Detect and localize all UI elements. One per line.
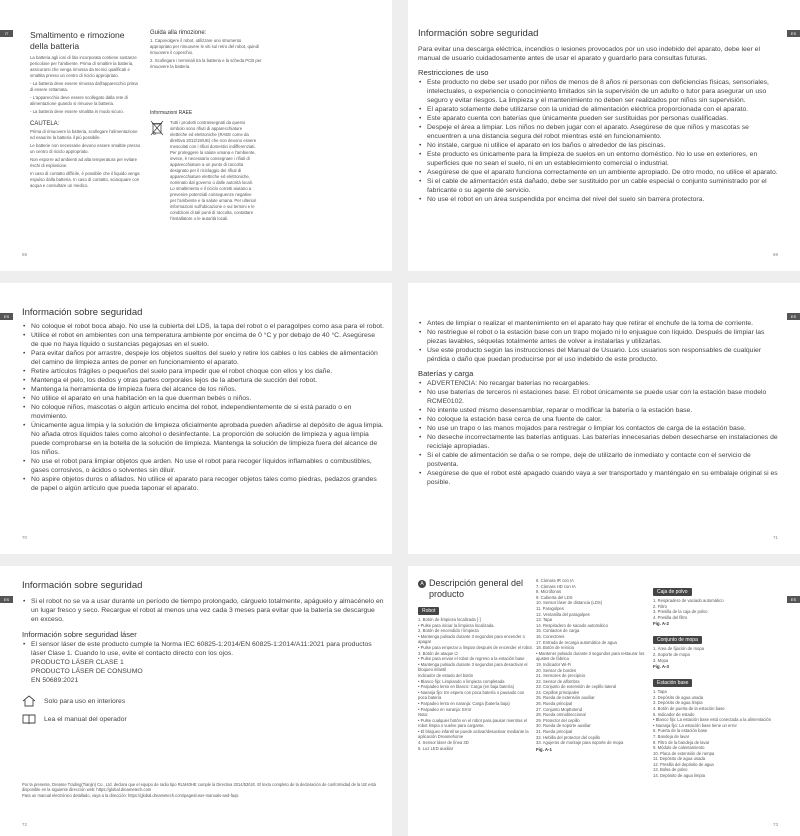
part-line: 26. Rueda principal [536, 701, 573, 707]
part-line: 4. Botón de puerta de la estación base [653, 705, 725, 711]
part-line: • Parpadeo lento en blanco: Carga (en baja batería) [418, 684, 514, 690]
list-item: • No deseche incorrectamente las baterías antiguas. Las baterías innecesarias deben desecharse en instalaciones de reciclaje apropiadas. [418, 433, 780, 451]
part-line: 5. Indicador de estado [653, 711, 695, 717]
part-line: 3. Depósito de agua limpia [653, 700, 703, 706]
mop-assembly-label: Conjunto de mopa [653, 636, 702, 644]
wheelie-bin-icon [150, 120, 164, 136]
list-item: • No coloque el robot boca abajo. No use la cubierta del LDS, la tapa del robot o el paragolpes como asa para el robot. [22, 322, 384, 331]
part-line: 11. Paragolpes [536, 605, 564, 611]
part-line: 9. Cubierta del LDS [536, 594, 573, 600]
list-item: • No aspire objetos duros o afilados. No utilice el aparato para recoger objetos tales como piedras, pedazos grandes de papel o algún artículo que pueda taponar el aparato. [22, 475, 384, 493]
part-line: 23. Conjunto de extensión de cepillo lateral [536, 684, 617, 690]
part-line: • Pulse cualquier botón en el robot para pausar mientras el robot limpia o vuelve para cargarse. [418, 717, 528, 729]
list-item: • ADVERTENCIA: No recargar baterías no recargables. [418, 379, 780, 388]
list-item: • Este aparato cuenta con baterías que únicamente pueden ser sustituidas por personas cualificadas. [418, 114, 778, 123]
part-line: Indicador de estado del botón [418, 672, 474, 678]
list-item: • Mantenga el pelo, los dedos y otras partes corporales lejos de la abertura de succión del robot. [22, 376, 384, 385]
part-line: 10. Sensor láser de distancia (LDS) [536, 600, 603, 606]
list-item: • Este producto no debe ser usado por niños de menos de 8 años ni personas con deficiencias físicas, sensoriales, intelectuales, o experiencia o conocimiento limitados sin la supervisión de un adulto o tutor para asegurar un uso seguro y evitar riesgos. La limpieza y el mantenimiento no deben ser realizados por niños sin supervisión. [418, 78, 778, 105]
part-line: 21. Sensores de precipicio [536, 673, 586, 679]
declaration-text: Por la presente, Dreame Trading(Tianjin) Co., Ltd. declara que el equipo de radio tipo RLM40HE cumple la Directiva 2014/53/UE. El texto completo de la declaración de conformidad de la UE está disponible en la siguiente dirección web: https://global.dreametech.com [22, 782, 376, 793]
part-line: 20. Sensor de bordes [536, 667, 577, 673]
list-item: • No intente usted mismo desensamblar, reparar o modificar la batería o la estación base. [418, 406, 780, 415]
list-item: • Únicamente agua limpia y la solución de limpieza oficialmente aprobada pueden añadirse al depósito de agua limpia. No añada otros líquidos tales como alcohol o desinfectante. La proporción de solución de limpieza y agua limpia puede comprobarse en la botella de la solución de limpieza. Mantenga la solución de limpieza fuera del alcance de los niños. [22, 421, 384, 457]
subsection-title: Baterías y carga [418, 369, 474, 378]
part-line: 22. Sensor de alfombra [536, 678, 580, 684]
part-line: 12. Ventanilla del paragolpes [536, 611, 590, 617]
part-line: • Blanco fijo: Limpiando o limpieza completada [418, 678, 505, 684]
list-item: • Este producto es únicamente para la limpieza de suelos en un entorno doméstico. No lo use en exteriores, en superficies que no sean el suelo, ni en un establecimiento comercial o industrial. [418, 150, 778, 168]
figure-label: Fig. A-2 [653, 621, 669, 627]
page-number: 72 [22, 822, 28, 827]
house-icon [22, 695, 36, 707]
part-line: 12. Presilla del depósito de agua [653, 761, 714, 767]
mop-assembly-list [653, 646, 773, 663]
part-line: 6. Cámara IR con IA [536, 578, 574, 583]
part-line: 24. Cepillos principales [536, 689, 580, 695]
page-69 [408, 0, 800, 271]
page-70 [0, 283, 392, 554]
manual-url-text: Para un manual electrónico detallado, vaya a la dirección: https://global.dreametech.com/pages/user-manuals-and-faqs [22, 792, 239, 798]
paragraph: - La batteria deve essere rimossa dall'apparecchio prima di essere rottamata. [30, 81, 138, 92]
restrictions-list [418, 78, 778, 204]
part-line: 4. Sensor láser de línea 3D [418, 740, 469, 746]
part-line: • Parpadeo en naranja: Error [418, 706, 472, 712]
page-number: 68 [22, 252, 28, 257]
paragraph: La batteria agli ioni di litio incorporata contiene sostanze pericolose per l'ambiente. Prima di smaltire la batteria, assicurarsi che venga rimossa da tecnici qualificati e smaltita presso un centro di riciclo appropriato. [30, 55, 137, 78]
list-item: • No restriegue el robot o la estación base con un trapo mojado ni lo enjuague con líquido. Después de limpiar las piezas lavables, séquelas totalmente antes de volver a instalarlas y utilizarlas. [418, 328, 780, 346]
part-line: 5. Luz LED auxiliar [418, 745, 454, 751]
intro-paragraph: Para evitar una descarga eléctrica, incendios o lesiones provocados por un uso indebido del aparato, debe leer el manual de usuario cuidadosamente antes de usar el aparato y guardarlo para consultas futuras. [418, 46, 760, 62]
list-item: • No utilice el aparato en una habitación en la que duerman bebés o niños. [22, 394, 384, 403]
robot-label: Robot [418, 607, 439, 615]
raee-heading: Informazioni RAEE [150, 110, 193, 116]
list-item: • No coloque la estación base cerca de una fuente de calor. [418, 415, 780, 424]
part-line: 9. Módulo de calentamiento [653, 745, 705, 751]
part-line: 32. Hebilla del protector del cepillo [536, 734, 601, 740]
page-68 [0, 0, 392, 271]
page-number: 70 [22, 535, 28, 540]
laser-text: • El sensor láser de este producto cumple la Norma IEC 60825-1:2014/EN 60825-1:2014/A11:2021 para productos láser Clase 1. Cuando lo use, evite el contacto directo con los ojos. [22, 640, 384, 658]
part-line: • Pulse para empezar a limpiar después de encender el robot. [418, 644, 533, 650]
part-line: 1. Tapa [653, 689, 667, 695]
section-title: Información sobre seguridad [418, 28, 539, 39]
page-72 [0, 566, 392, 836]
page-71 [408, 283, 800, 554]
part-line: 30. Rueda de soporte auxiliar [536, 723, 591, 729]
page-73 [408, 566, 800, 836]
indoor-use-text: Solo para uso en interiores [44, 697, 126, 705]
list-item: • No use baterías de terceros ni estaciones base. El robot únicamente se puede usar con la estación base modelo RCME0102. [418, 388, 780, 406]
part-line: 1. Botón de limpieza localizada [·] [418, 617, 481, 622]
language-tab: ES [0, 596, 13, 603]
list-item: • El aparato solamente debe utilizarse con la unidad de alimentación eléctrica proporcionada con el aparato. [418, 105, 778, 114]
laser-line: EN 50689:2021 [31, 677, 79, 684]
section-title: Información sobre seguridad [22, 580, 143, 591]
list-item: • Asegúrese de que el robot esté apagado cuando vaya a ser transportado y manténgalo en su embalaje original si es posible. [418, 469, 780, 487]
safety-list [22, 597, 384, 624]
robot-parts-list [418, 617, 534, 751]
part-line: 1. Área de fijación de mopa [653, 646, 704, 652]
figure-label: Fig. A-1 [536, 746, 552, 752]
page-number: 69 [772, 252, 778, 257]
list-item: • Si el robot no se va a usar durante un período de tiempo prolongado, cárguelo totalmente, apáguelo y almacénelo en un lugar fresco y seco. Recargue el robot al menos una vez cada 3 meses para evitar que la batería se descargue en exceso. [22, 597, 384, 624]
part-line: 33. Agujeros de montaje para soporte de mopa [536, 740, 624, 746]
part-line: • Mantener pulsado durante 3 segundos para restaurar los ajustes de fábrica [536, 650, 645, 662]
part-line: 8. Filtro de la bandeja de lavar [653, 739, 710, 745]
robot-parts-list-continued [536, 578, 646, 746]
caution-heading: CAUTELA: [30, 121, 60, 127]
paragraph: Non esporre ad ambienti ad alta temperatura per evitare rischi di esplosione. [30, 157, 138, 168]
list-item: • No coloque niños, mascotas o algún artículo encima del robot, independientemente de si está parado o en movimiento. [22, 403, 384, 421]
part-line: • Pulse para enviar el robot de regreso a la estación base [418, 656, 525, 662]
safety-list [418, 319, 780, 364]
part-line: 31. Rueda principal [536, 729, 573, 735]
part-line: 10. Placa de extensión de rampa [653, 750, 715, 756]
list-item: • Mantenga la herramienta de limpieza fuera del alcance de los niños. [22, 385, 384, 394]
list-item: • Use este producto según las instrucciones del Manual de Usuario. Los usuarios son responsables de cualquier pérdida o daño que puedan producirse por el uso indebido de este producto. [418, 346, 780, 364]
part-line: 16. Conectores [536, 633, 565, 639]
part-line: • El bloqueo infantil se puede activar/desactivar mediante la aplicación Dreamehome [418, 728, 529, 740]
part-line: 2. Botón de encendido / limpieza [418, 628, 479, 634]
paragraph: Le batterie non necessarie devono essere smaltite presso un centro di riciclo appropriato. [30, 143, 141, 154]
guide-step: 1. Capovolgere il robot, utilizzare uno strumento appropriato per rimuovere le viti sul retro del robot, quindi rimuovere il coperchio. [150, 38, 259, 55]
part-line: 4. Presilla del filtro [653, 614, 688, 620]
part-line: 14. Respiradero de sacado automático [536, 622, 608, 628]
part-line: 17. Entrada de recarga automática de agua [536, 639, 617, 645]
part-line: 14. Depósito de agua limpia [653, 773, 705, 779]
laser-line: PRODUCTO LÁSER DE CONSUMO [31, 668, 143, 675]
section-title: Descripción general del producto [429, 578, 524, 599]
part-line: Nota: [418, 712, 429, 718]
list-item: • Utilice el robot en ambientes con una temperatura ambiente por encima de 0 °C y por debajo de 40 °C. Asegúrese de que no haya líquido o sustancias pegajosas en el suelo. [22, 331, 384, 349]
page-number: 73 [772, 822, 778, 827]
part-line: 3. Presilla de la caja de polvo [653, 609, 708, 615]
part-line: 2. Filtro [653, 603, 667, 609]
paragraph: Prima di rimuovere la batteria, scollegare l'alimentazione ed esaurire la batteria il più possibile. [30, 129, 138, 140]
dust-box-label: Caja de polvo [653, 588, 692, 596]
part-line: 27. Conjunto MopExtend [536, 706, 583, 712]
manual-book-icon [22, 713, 36, 725]
language-tab: ES [787, 596, 800, 603]
part-line: 25. Rueda de extensión auxiliar [536, 695, 595, 701]
safety-list [22, 322, 384, 493]
guide-heading: Guida alla rimozione: [150, 30, 207, 36]
list-item: • Despeje el área a limpiar. Los niños no deben jugar con el aparato. Asegúrese de que niños y mascotas se encuentren a una distancia segura del robot mientras esté en funcionamiento. [418, 123, 778, 141]
paragraph: - La batteria deve essere smaltita in modo sicuro. [30, 109, 124, 114]
guide-step: 2. Scollegare i terminali tra la batteria e la scheda PCB per rimuovere la batteria. [150, 58, 262, 69]
part-line: 15. Contactos de carga [536, 628, 580, 634]
part-line: 19. Indicador Wi-Fi [536, 661, 572, 667]
read-manual-text: Lea el manual del operador [44, 715, 127, 723]
part-line: 2. Soporte de mopa [653, 651, 690, 657]
part-line: • Naranja fijo: En espera con poca batería o pausado con poca batería [418, 689, 525, 701]
part-line: 3. Mopa [653, 657, 669, 663]
base-station-label: Estación base [653, 679, 692, 687]
part-line: 7. Cámara HD con IA [536, 583, 576, 589]
part-line: 18. Botón de reinicio [536, 645, 575, 651]
page-number: 71 [772, 535, 778, 540]
part-line: • Parpadeo lento en naranja: Carga (batería baja) [418, 700, 510, 706]
part-line: 2. Depósito de agua usada [653, 694, 704, 700]
list-item: • Retire artículos frágiles o pequeños del suelo para impedir que el robot choque con ellos y los dañe. [22, 367, 384, 376]
part-line: • Pulse para iniciar la limpieza localizada. [418, 622, 495, 628]
part-line: 1. Respiradero de vaciado automático [653, 598, 724, 603]
list-item: • No instale, cargue ni utilice el aparato en los baños o alrededor de las piscinas. [418, 141, 778, 150]
laser-list [22, 640, 384, 658]
subsection-title: Información sobre seguridad láser [22, 630, 137, 639]
language-tab: ES [0, 313, 13, 320]
part-line: 8. Micrófonos [536, 589, 562, 595]
part-line: 29. Protector del cepillo [536, 717, 580, 723]
figure-label: Fig. A-3 [653, 664, 669, 670]
raee-text: Tutti i prodotti contrassegnati da questo simbolo sono rifiuti di apparecchiature elettriche ed elettroniche (RAEE come da direttiva 2012/19/UE) che non devono essere mescolati con i rifiuti domestici indifferenziati. Per proteggere la salute umana e l'ambiente, invece, è necessario consegnare i rifiuti di apparecchiature a un punto di raccolta designato per il riciclaggio dei rifiuti di apparecchiature elettriche ed elettroniche, nominato dal governo o dalle autorità locali. Lo smaltimento e il riciclo corretti aiutano a prevenire potenziali conseguenze negative per l'ambiente e la salute umana. Per ulteriori informazioni sull'ubicazione e sui termini e le condizioni di tali punti di raccolta, contattare l'installatore o le autorità locali. [170, 120, 257, 221]
dust-box-list [653, 598, 773, 620]
part-line: • Mantenga pulsado durante 3 segundos para encender o apagar [418, 633, 525, 645]
part-line: 6. Puerta de la estación base [653, 728, 708, 734]
section-title: Información sobre seguridad [22, 307, 143, 318]
part-line: 13. Tapa [536, 617, 552, 623]
list-item: • No use un trapo o las manos mojados para restregar o limpiar los contactos de carga de la estación base. [418, 424, 780, 433]
part-line: 3. Botón de ataque ⏻ [418, 650, 458, 656]
part-line: 11. Depósito de agua usada [653, 756, 706, 762]
laser-line: PRODUCTO LÁSER CLASE 1 [31, 659, 124, 666]
section-letter-badge: A [418, 580, 426, 588]
part-line: 7. Bandeja de lavar [653, 733, 690, 739]
section-title: Smaltimento e rimozione della batteria [30, 30, 125, 51]
list-item: • No use el robot en un área suspendida por encima del nivel del suelo sin barrera protectora. [418, 195, 778, 204]
list-item: • Si el cable de alimentación se daña o se rompe, deje de utilizarlo de inmediato y contacte con el servicio de postventa. [418, 451, 780, 469]
language-tab: ES [787, 30, 800, 37]
list-item: • Antes de limpiar o realizar el mantenimiento en el aparato hay que retirar el enchufe de la toma de corriente. [418, 319, 780, 328]
battery-list [418, 379, 780, 487]
language-tab: ES [787, 313, 800, 320]
list-item: • Asegúrese de que el aparato funciona correctamente en un ambiente apropiado. De otro modo, no utilice el aparato. [418, 168, 778, 177]
paragraph: - L'apparecchio deve essere scollegato dalla rete di alimentazione quando si rimuove la batteria. [30, 95, 128, 106]
list-item: • Para evitar daños por arrastre, despeje los objetos sueltos del suelo y retire los cables o los cables de alimentación del camino de limpieza antes de poner en funcionamiento el aparato. [22, 349, 384, 367]
part-line: • Blanco fijo: La estación base está conectada a la alimentación [653, 717, 772, 723]
part-line: • Mantenga pulsado durante 3 segundos para desactivar el bloqueo infantil [418, 661, 528, 673]
paragraph: In caso di contatto difficile, è possibile che il liquido venga espulso dalla batteria. In caso di contatto, sciacquare con acqua e consultare un medico. [30, 171, 140, 188]
part-line: 28. Rueda omnidireccional [536, 712, 586, 718]
language-tab: IT [0, 30, 13, 37]
part-line: 13. Bolsa de polvo [653, 767, 688, 773]
list-item: • Si el cable de alimentación está dañado, debe ser sustituido por un cable especial o conjunto suministrado por el fabricante o su agente de servicio. [418, 177, 778, 195]
part-line: • Naranja fijo: La estación base tiene un error [653, 722, 737, 728]
base-station-list [653, 689, 773, 779]
list-item: • No use el robot para limpiar objetos que arden. No use el robot para recoger líquidos inflamables o combustibles, gases corrosivos, o ácidos o solventes sin diluir. [22, 457, 384, 475]
subsection-title: Restricciones de uso [418, 68, 489, 77]
